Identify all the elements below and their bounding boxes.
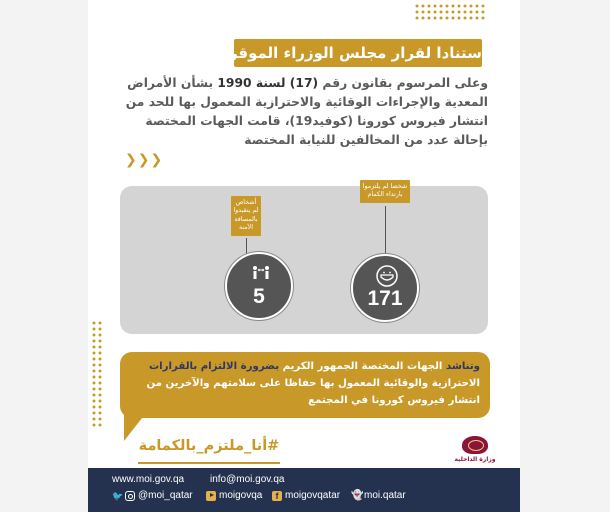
paragraph-text-2: لسنة <box>251 76 290 90</box>
stat-mask-label: شخصا لم يلتزموا بارتداء الكمام <box>360 180 410 203</box>
facebook-icon: f <box>272 491 282 501</box>
speech-tail <box>124 413 146 441</box>
paragraph-text-3: بشأن الأمراض المعدية والإجراءات الوقائية والاحترازية المعمول بها للحد من انتشار فيروس كورونا (كوفيد19)، قامت الجهات المختصة بإحالة عدد من المخالفين للنيابة المختصة <box>125 76 488 147</box>
moi-logo <box>450 436 500 466</box>
logo-caption: وزارة الداخلية <box>454 456 496 463</box>
main-paragraph <box>112 74 488 150</box>
stat-mask-value: 171 <box>367 287 403 310</box>
youtube-icon <box>206 491 216 501</box>
facebook-handle[interactable]: moigovqatar <box>285 490 341 501</box>
twitter-icon: 🐦 <box>112 490 124 501</box>
twitter-handle[interactable]: @moi_qatar <box>138 490 193 501</box>
instagram-icon <box>125 491 135 501</box>
title-text: استنادا لقرار مجلس الوزراء الموقر <box>228 44 488 62</box>
infographic-card <box>88 0 520 512</box>
law-year: 1990 <box>217 76 252 90</box>
appeal-highlight: بضرورة الالتزام بالقرارات <box>148 361 280 372</box>
appeal-text: الجهات المختصة الجمهور الكريم <box>279 361 446 372</box>
snapchat-icon: 👻 <box>351 489 364 501</box>
stat-distance-circle <box>225 252 293 320</box>
footer-snapchat[interactable] <box>351 490 406 501</box>
appeal-rest: الاحترازية والوقائية المعمول بها حفاظا على سلامتهم والآخرين من انتشار فيروس كورونا في المجتمع <box>146 378 480 406</box>
footer-twitter-instagram[interactable] <box>112 490 193 501</box>
law-number: (17) <box>289 76 319 90</box>
snapchat-handle[interactable]: moi.qatar <box>364 490 406 501</box>
stat-distance-label: أشخاص لم يتقيدوا بالمسافة الآمنة <box>231 196 261 236</box>
youtube-handle[interactable]: moigovqa <box>219 490 263 501</box>
footer-youtube[interactable] <box>206 490 262 501</box>
appeal-lead: وتناشد <box>445 361 480 372</box>
email-link[interactable]: info@moi.gov.qa <box>210 474 285 485</box>
footer-website[interactable] <box>112 474 184 485</box>
title-badge <box>228 39 488 67</box>
stat-distance-block <box>314 186 394 334</box>
footer-email[interactable] <box>210 474 284 485</box>
decorative-dots-left <box>91 320 103 428</box>
social-distance-icon <box>249 262 273 286</box>
hashtag: #أنا_ملتزم_بالكمامة <box>138 438 280 454</box>
paragraph-text-1: وعلى المرسوم بقانون رقم <box>318 76 488 90</box>
hashtag-underline <box>138 462 280 464</box>
website-link[interactable]: www.moi.gov.qa <box>112 474 185 485</box>
decorative-dots-top <box>414 3 486 21</box>
footer-facebook[interactable] <box>272 490 340 501</box>
stats-panel <box>120 183 488 334</box>
chevrons-icon: ❯❯❯ <box>125 152 164 168</box>
moi-emblem-icon <box>462 436 488 454</box>
stat-distance-item <box>220 186 300 334</box>
stat-distance-value: 5 <box>253 285 265 308</box>
appeal-box <box>120 352 490 418</box>
footer <box>88 468 520 512</box>
